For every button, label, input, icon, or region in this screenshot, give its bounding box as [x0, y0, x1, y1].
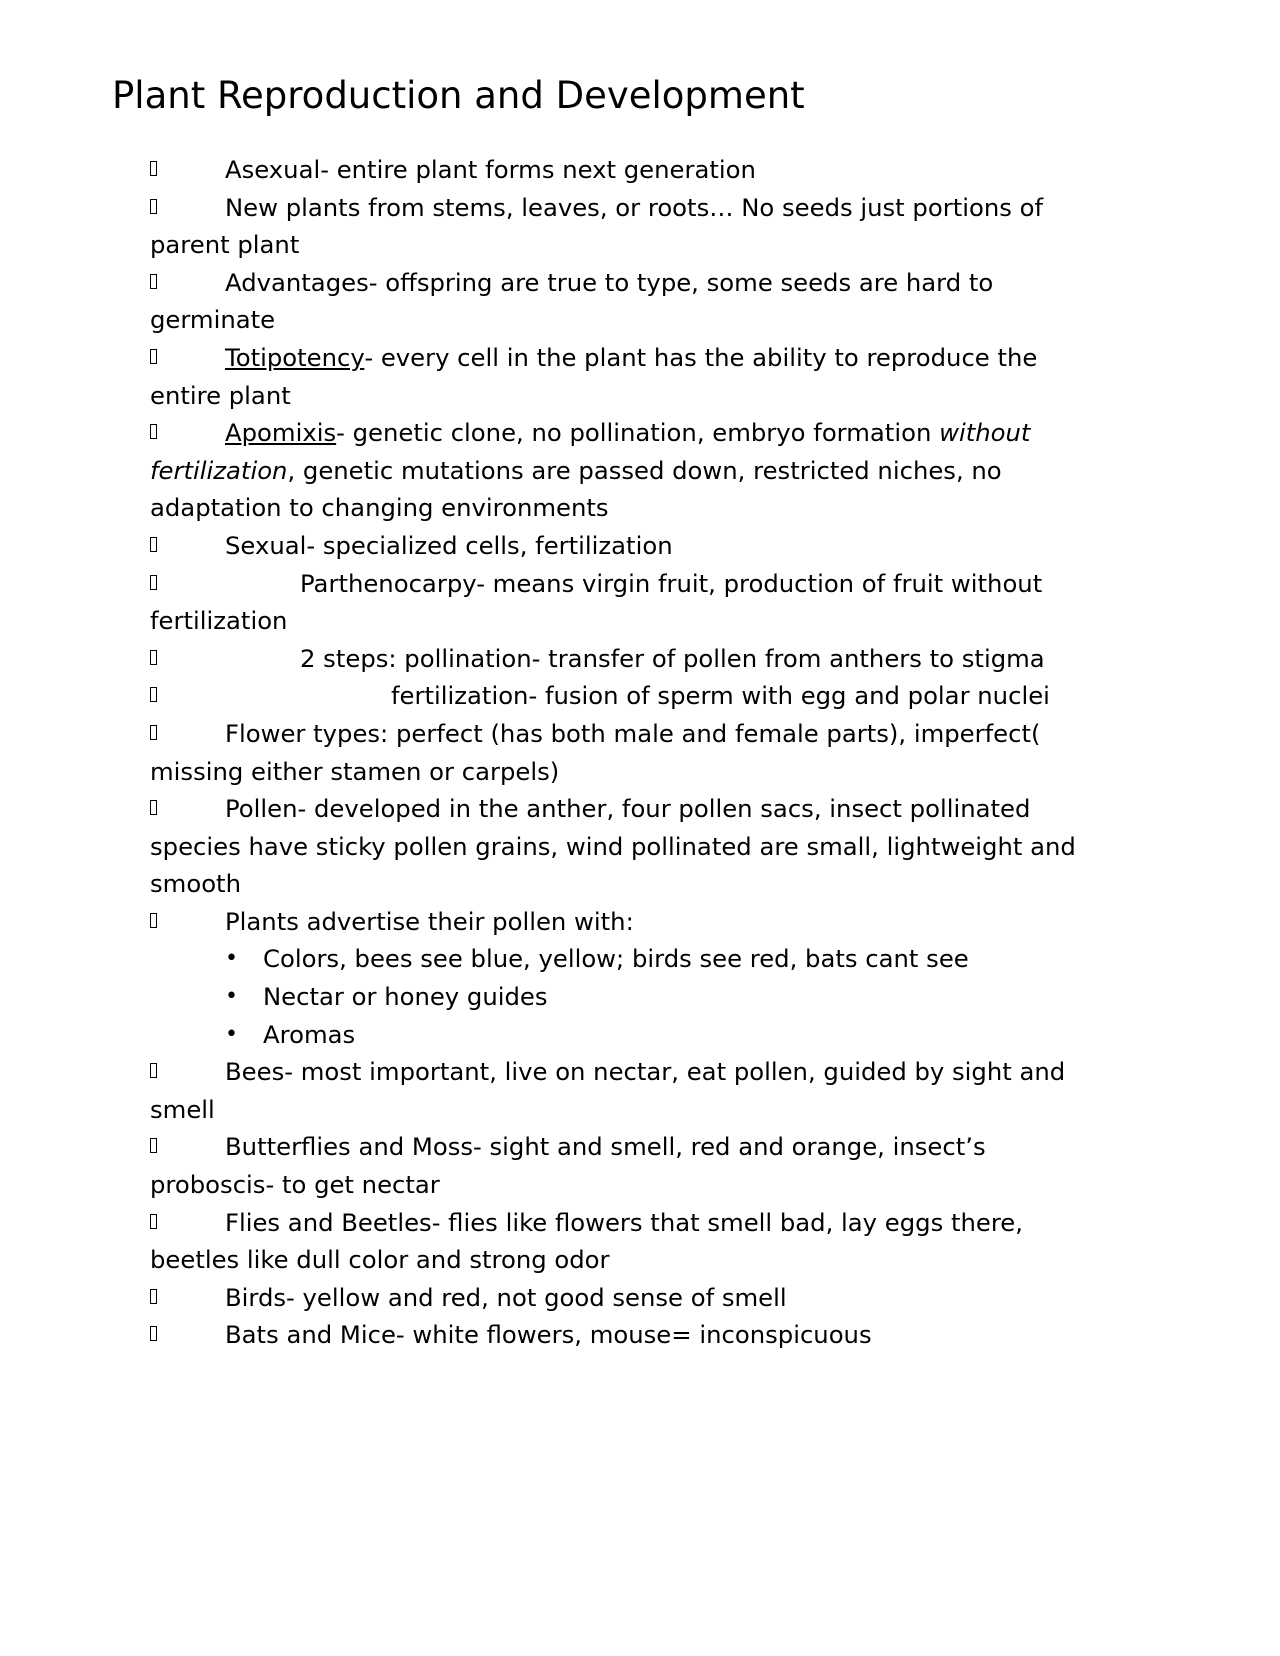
list-item: Butterflies and Moss- sight and smell, red and orange, insect’s proboscis- to get nectar	[150, 1128, 1115, 1203]
missing-glyph-icon	[150, 1204, 225, 1242]
missing-glyph-icon	[150, 414, 225, 452]
list-item: Apomixis- genetic clone, no pollination, embryo formation without fertilization, genetic mutations are passed down, restricted niches, no adaptation to changing environments	[150, 414, 1115, 527]
bullet-item: • Colors, bees see blue, yellow; birds see red, bats cant see	[150, 940, 1115, 978]
list-item: Totipotency- every cell in the plant has the ability to reproduce the entire plant	[150, 339, 1115, 414]
list-item: Bees- most important, live on nectar, eat pollen, guided by sight and smell	[150, 1053, 1115, 1128]
bullet-item: • Nectar or honey guides	[150, 978, 1115, 1016]
document-body	[150, 151, 1115, 1354]
list-item: Birds- yellow and red, not good sense of smell	[150, 1279, 1115, 1317]
list-item: Plants advertise their pollen with:	[150, 903, 1115, 941]
missing-glyph-icon	[150, 1053, 225, 1091]
missing-glyph-icon	[150, 339, 225, 377]
list-item: Bats and Mice- white flowers, mouse= inconspicuous	[150, 1316, 1115, 1354]
list-item: Parthenocarpy- means virgin fruit, production of fruit without fertilization	[150, 565, 1115, 640]
term-totipotency: Totipotency	[225, 342, 365, 372]
missing-glyph-icon	[150, 565, 225, 603]
missing-glyph-icon	[150, 640, 225, 678]
list-item: Sexual- specialized cells, fertilization	[150, 527, 1115, 565]
missing-glyph-icon	[150, 1316, 225, 1354]
missing-glyph-icon	[150, 189, 225, 227]
missing-glyph-icon	[150, 715, 225, 753]
bullet-icon: •	[225, 1021, 238, 1047]
list-item: 2 steps: pollination- transfer of pollen from anthers to stigma	[150, 640, 1115, 678]
missing-glyph-icon	[150, 790, 225, 828]
missing-glyph-icon	[150, 1128, 225, 1166]
page-title: Plant Reproduction and Development	[112, 74, 805, 117]
bullet-icon: •	[225, 946, 238, 972]
list-item: Flower types: perfect (has both male and female parts), imperfect( missing either stamen or carpels)	[150, 715, 1115, 790]
list-item: Asexual- entire plant forms next generation	[150, 151, 1115, 189]
list-item: Pollen- developed in the anther, four pollen sacs, insect pollinated species have sticky pollen grains, wind pollinated are small, lightweight and smooth	[150, 790, 1115, 903]
missing-glyph-icon	[150, 903, 225, 941]
missing-glyph-icon	[150, 264, 225, 302]
missing-glyph-icon	[150, 527, 225, 565]
list-item: fertilization- fusion of sperm with egg and polar nuclei	[150, 677, 1115, 715]
bullet-list	[150, 940, 1115, 1053]
term-apomixis: Apomixis	[225, 418, 337, 448]
list-item: Advantages- offspring are true to type, some seeds are hard to germinate	[150, 264, 1115, 339]
list-item: New plants from stems, leaves, or roots… No seeds just portions of parent plant	[150, 189, 1115, 264]
bullet-item: • Aromas	[150, 1016, 1115, 1054]
bullet-icon: •	[225, 984, 238, 1010]
missing-glyph-icon	[150, 677, 225, 715]
list-item: Flies and Beetles- flies like flowers that smell bad, lay eggs there, beetles like dull color and strong odor	[150, 1204, 1115, 1279]
missing-glyph-icon	[150, 151, 225, 189]
missing-glyph-icon	[150, 1279, 225, 1317]
